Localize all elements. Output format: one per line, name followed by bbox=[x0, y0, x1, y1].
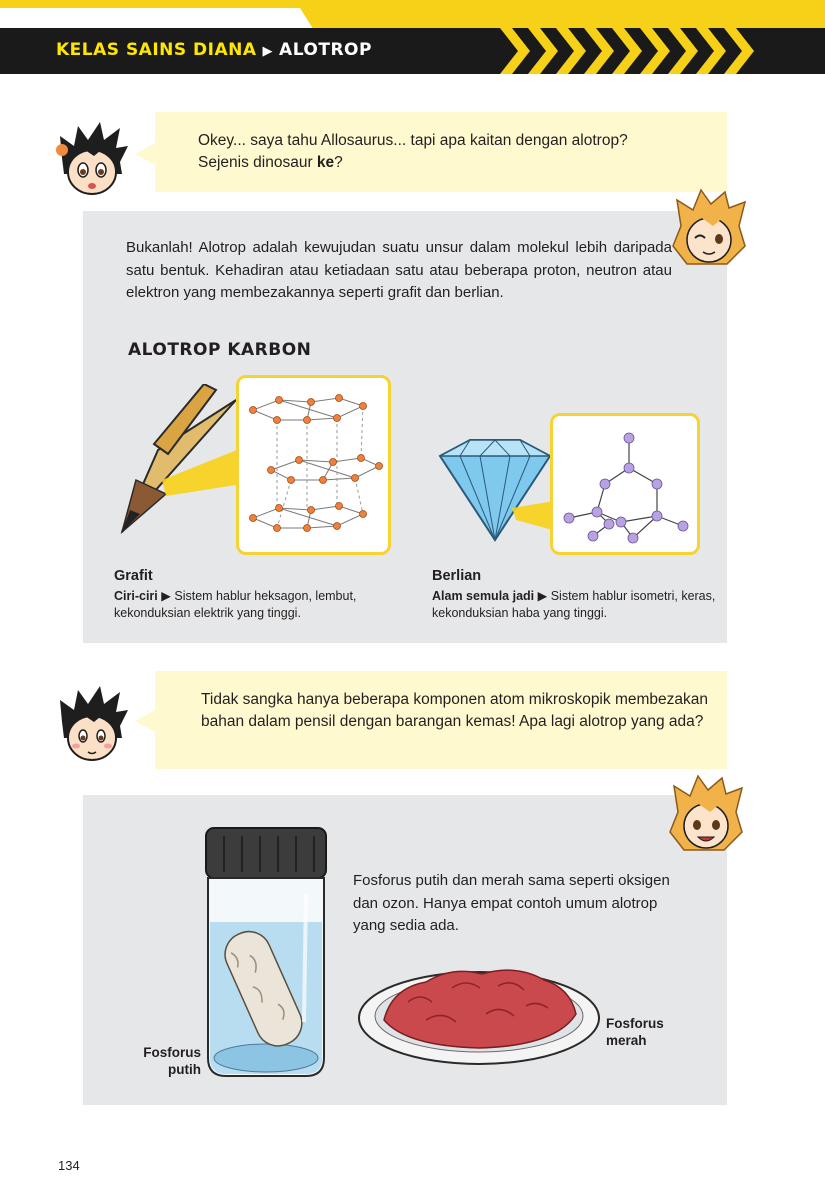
header-title bbox=[56, 40, 372, 60]
label-white-phosphorus bbox=[143, 1044, 201, 1078]
graphite-lattice-diagram bbox=[239, 378, 388, 552]
diamond-description bbox=[432, 588, 717, 622]
pencil-illustration bbox=[96, 384, 246, 544]
girl-avatar bbox=[667, 186, 751, 276]
bubble-1-line-1: Okey... saya tahu Allosaurus... tapi apa kaitan dengan alotrop? bbox=[198, 132, 628, 149]
bubble-tail bbox=[135, 142, 157, 166]
label-red-line-2: merah bbox=[606, 1033, 647, 1048]
page-header bbox=[0, 0, 825, 90]
graphite-structure-box bbox=[236, 375, 391, 555]
bubble-1-text bbox=[198, 130, 708, 174]
boy-avatar bbox=[52, 118, 132, 200]
boy-avatar-2 bbox=[52, 682, 132, 766]
label-red-line-1: Fosforus bbox=[606, 1016, 664, 1031]
bubble-1-line-2b: ? bbox=[334, 154, 343, 171]
panel-2-text: Fosforus putih dan merah sama seperti oksigen dan ozon. Hanya empat contoh umum alotrop yang sedia ada. bbox=[353, 872, 670, 934]
label-red-phosphorus bbox=[606, 1015, 664, 1049]
bubble-1-line-2a: Sejenis dinosaur bbox=[198, 154, 317, 171]
bubble-2-text: Tidak sangka hanya beberapa komponen atom mikroskopik membezakan bahan dalam pensil dengan barangan kemas! Apa lagi alotrop yang ada? bbox=[201, 691, 708, 730]
bubble-1-bold: ke bbox=[316, 154, 335, 171]
graphite-title: Grafit bbox=[114, 568, 153, 584]
graphite-description bbox=[114, 588, 404, 622]
page-number: 134 bbox=[58, 1158, 80, 1173]
diamond-illustration bbox=[420, 436, 570, 546]
label-white-line-2: putih bbox=[168, 1062, 201, 1077]
diamond-desc-text: Sistem hablur isometri, keras, kekonduksian haba yang tinggi. bbox=[432, 589, 716, 620]
label-white-line-1: Fosforus bbox=[143, 1045, 201, 1060]
jar-illustration bbox=[196, 822, 336, 1082]
diamond-arrow-icon: ▶ bbox=[537, 589, 548, 603]
diamond-title: Berlian bbox=[432, 568, 482, 584]
dish-illustration bbox=[356, 958, 602, 1068]
graphite-arrow-icon: ▶ bbox=[161, 589, 171, 603]
diamond-lattice-diagram bbox=[553, 416, 697, 552]
graphite-desc-label: Ciri-ciri bbox=[114, 589, 158, 603]
bubble-1-line-2 bbox=[198, 152, 708, 174]
header-section: KELAS SAINS DIANA bbox=[56, 40, 257, 60]
section-heading: ALOTROP KARBON bbox=[128, 340, 312, 360]
diamond-desc-label: Alam semula jadi bbox=[432, 589, 535, 603]
graphite-desc-text: Sistem hablur heksagon, lembut, kekonduksian elektrik yang tinggi. bbox=[114, 589, 357, 620]
girl-avatar-2 bbox=[664, 772, 748, 862]
panel-1-text: Bukanlah! Alotrop adalah kewujudan suatu unsur dalam molekul lebih daripada satu bentuk. Kehadiran atau ketiadaan satu atau beberapa proton, neutron atau elektron yang membezakannya seperti grafit dan berlian. bbox=[126, 239, 672, 301]
header-arrow-icon: ▶ bbox=[262, 44, 274, 59]
diamond-structure-box bbox=[550, 413, 700, 555]
bubble-tail-2 bbox=[135, 709, 157, 733]
header-topic: ALOTROP bbox=[279, 40, 372, 60]
